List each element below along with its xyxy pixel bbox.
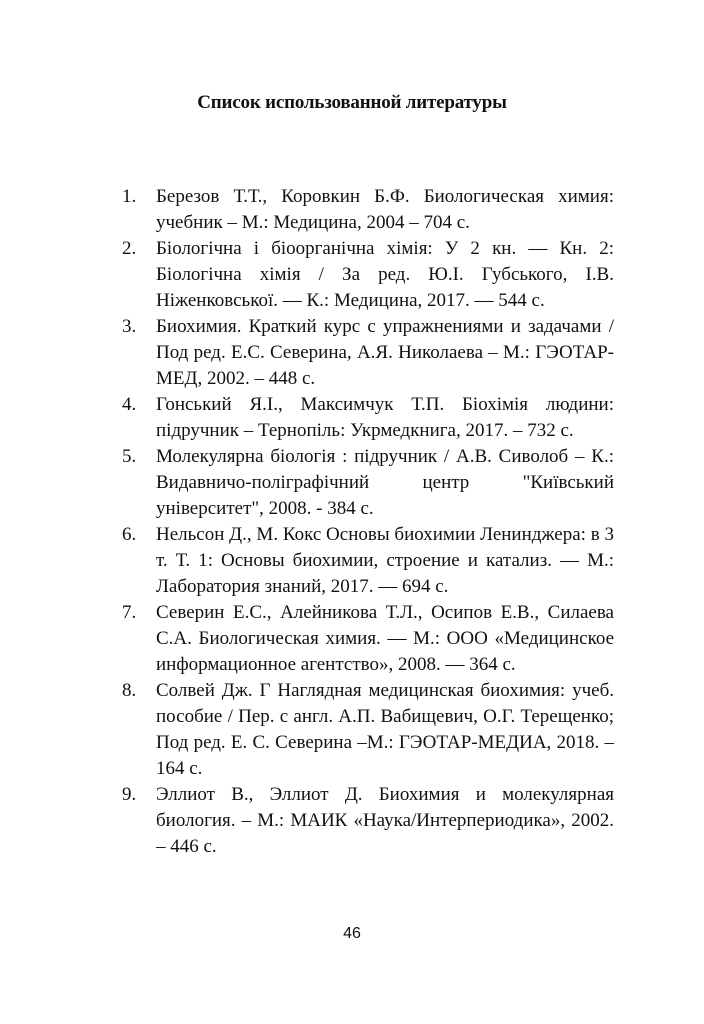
reference-text: Біологічна і біоорганічна хімія: У 2 кн. — Кн. 2: Біологічна хімія / За ред. Ю.І. Губського, І.В. Ніженковської. — К.: Медицина, 2017. — 544 с. xyxy=(156,238,614,311)
reference-item xyxy=(122,184,614,236)
reference-text: Эллиот В., Эллиот Д. Биохимия и молекулярная биология. – М.: МАИК «Наука/Интерпериодика», 2002. – 446 с. xyxy=(156,784,614,857)
reference-item xyxy=(122,600,614,678)
reference-item xyxy=(122,236,614,314)
reference-text: Молекулярна біологія : підручник / А.В. Сиволоб – К.: Видавничо-поліграфічний центр "Київський університет", 2008. - 384 с. xyxy=(156,446,614,519)
reference-item xyxy=(122,678,614,782)
page-number: 46 xyxy=(343,925,361,942)
reference-text: Солвей Дж. Г Наглядная медицинская биохимия: учеб. пособие / Пер. с англ. А.П. Вабищевич, О.Г. Терещенко; Под ред. Е. С. Северина –М.: ГЭОТАР-МЕДИА, 2018. – 164 с. xyxy=(156,680,614,779)
reference-text: Северин Е.С., Алейникова Т.Л., Осипов Е.В., Силаева С.А. Биологическая химия. — М.: ООО «Медицинское информационное агентство», 2008. — 364 с. xyxy=(156,602,614,675)
reference-number: 9. xyxy=(122,784,137,805)
reference-number: 2. xyxy=(122,238,137,259)
page-title: Список использованной литературы xyxy=(197,92,507,113)
reference-item xyxy=(122,522,614,600)
reference-number: 7. xyxy=(122,602,137,623)
reference-item xyxy=(122,444,614,522)
reference-number: 5. xyxy=(122,446,137,467)
reference-number: 6. xyxy=(122,524,137,545)
reference-text: Гонський Я.І., Максимчук Т.П. Біохімія людини: підручник – Тернопіль: Укрмедкнига, 2017. – 732 с. xyxy=(156,394,614,441)
reference-number: 4. xyxy=(122,394,137,415)
reference-number: 3. xyxy=(122,316,137,337)
reference-item xyxy=(122,314,614,392)
reference-item xyxy=(122,392,614,444)
reference-list xyxy=(122,184,614,860)
reference-number: 8. xyxy=(122,680,137,701)
reference-number: 1. xyxy=(122,186,137,207)
reference-text: Биохимия. Краткий курс с упражнениями и задачами / Под ред. Е.С. Северина, А.Я. Николаева – М.: ГЭОТАР-МЕД, 2002. – 448 с. xyxy=(156,316,614,389)
reference-text: Березов Т.Т., Коровкин Б.Ф. Биологическая химия: учебник – М.: Медицина, 2004 – 704 с. xyxy=(156,186,614,233)
reference-item xyxy=(122,782,614,860)
reference-text: Нельсон Д., М. Кокс Основы биохимии Ленинджера: в 3 т. Т. 1: Основы биохимии, строение и катализ. — М.: Лаборатория знаний, 2017. — 694 с. xyxy=(156,524,614,597)
